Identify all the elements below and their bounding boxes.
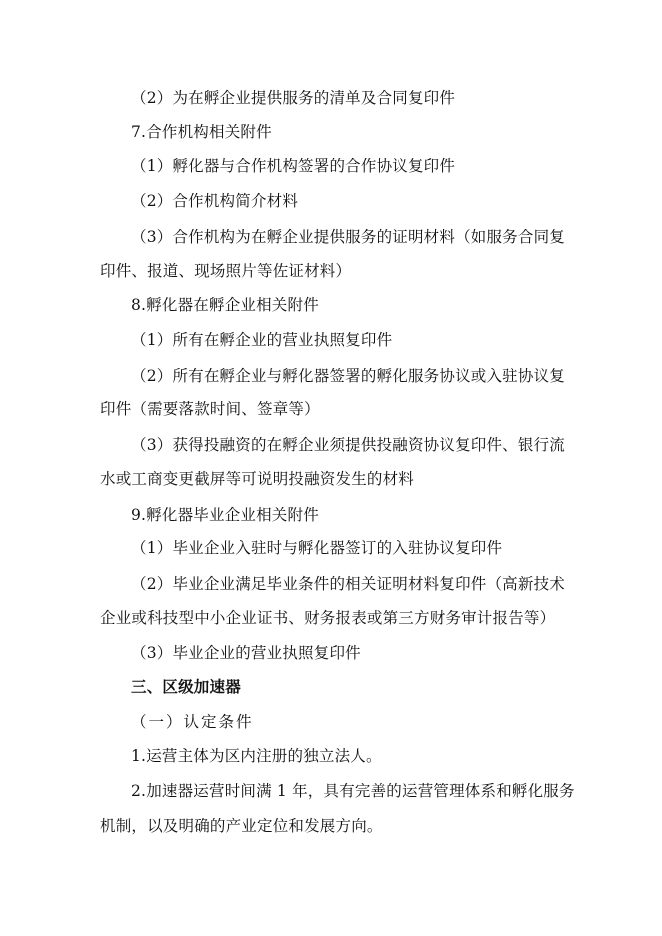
subsection-heading: （一）认定条件 <box>131 713 254 731</box>
text-line: （1）所有在孵企业的营业执照复印件 <box>131 331 393 349</box>
text-line: （2）所有在孵企业与孵化器签署的孵化服务协议或入驻协议复 <box>131 367 565 385</box>
text-line: 企业或科技型中小企业证书、财务报表或第三方财务审计报告等） <box>100 609 556 627</box>
text-line: 印件（需要落款时间、签章等） <box>100 400 320 418</box>
text-line: 机制，以及明确的产业定位和发展方向。 <box>100 817 383 835</box>
text-line: （2）毕业企业满足毕业条件的相关证明材料复印件（高新技术 <box>131 575 565 593</box>
text-line: 9.孵化器毕业企业相关附件 <box>131 506 319 524</box>
text-line: （3）毕业企业的营业执照复印件 <box>131 644 361 662</box>
text-line: （3）获得投融资的在孵企业须提供投融资协议复印件、银行流 <box>131 436 565 454</box>
text-line: 7.合作机构相关附件 <box>131 123 272 141</box>
text-line: 水或工商变更截屏等可说明投融资发生的材料 <box>100 470 415 488</box>
text-line: （3）合作机构为在孵企业提供服务的证明材料（如服务合同复 <box>131 228 565 246</box>
text-line: （1）孵化器与合作机构签署的合作协议复印件 <box>131 157 456 175</box>
text-line: （2）合作机构简介材料 <box>131 192 299 210</box>
text-line: 2.加速器运营时间满 1 年，具有完善的运营管理体系和孵化服务 <box>131 782 575 800</box>
text-line: 1.运营主体为区内注册的独立法人。 <box>131 747 382 765</box>
text-line: 8.孵化器在孵企业相关附件 <box>131 296 319 314</box>
section-heading: 三、区级加速器 <box>131 678 241 696</box>
text-line: （1）毕业企业入驻时与孵化器签订的入驻协议复印件 <box>131 539 503 557</box>
text-line: （2）为在孵企业提供服务的清单及合同复印件 <box>131 89 456 107</box>
text-line: 印件、报道、现场照片等佐证材料） <box>100 262 352 280</box>
